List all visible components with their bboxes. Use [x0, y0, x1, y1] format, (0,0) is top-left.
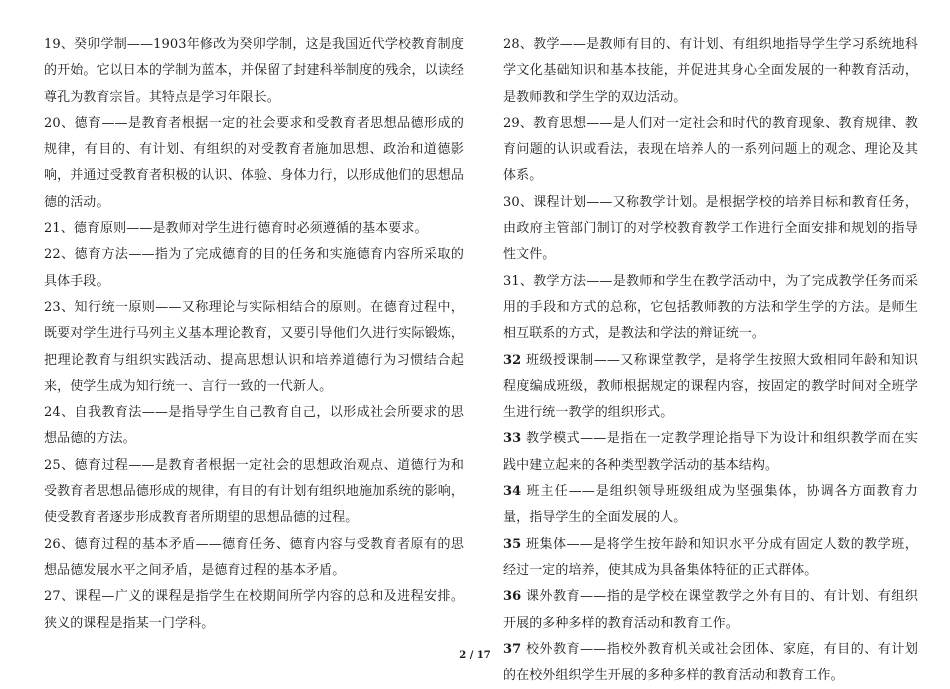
- entry-text: 20、德育——是教育者根据一定的社会要求和受教育者思想品德形成的规律，有目的、有计划、有组织的对受教育者施加思想、政治和道德影响，并通过受教育者积极的认识、体验、身体力行，以形成他们的思想品德的活动。: [44, 115, 464, 210]
- entry-35: [503, 532, 918, 585]
- entry-20: [44, 111, 464, 216]
- entry-text: 课外教育——指的是学校在课堂教学之外有目的、有计划、有组织开展的多种多样的教育活动和教育工作。: [503, 589, 918, 631]
- entry-number: 33: [503, 431, 522, 447]
- entry-text: 19、癸卯学制——1903年修改为癸卯学制，这是我国近代学校教育制度的开始。它以日本的学制为蓝本，并保留了封建科举制度的残余，以读经尊孔为教育宗旨。其特点是学习年限长。: [44, 37, 464, 105]
- entry-number: 36: [503, 589, 522, 605]
- entry-text: 班级授课制——又称课堂教学，是将学生按照大致相同年龄和知识程度编成班级，教师根据规定的课程内容，按固定的教学时间对全班学生进行统一教学的组织形式。: [503, 352, 918, 421]
- entry-text: 29、教育思想——是人们对一定社会和时代的教育现象、教育规律、教育问题的认识或看法，表现在培养人的一系列问题上的观念、理论及其体系。: [503, 115, 918, 184]
- entry-number: 37: [503, 641, 522, 657]
- entry-text: 23、知行统一原则——又称理论与实际相结合的原则。在德育过程中，既要对学生进行马列主义基本理论教育，又要引导他们久进行实际锻炼，把理论教育与组织实践活动、提高思想认识和培养道德行为习惯结合起来，使学生成为知行统一、言行一致的一代新人。: [44, 299, 464, 394]
- right-column: [503, 32, 918, 689]
- entry-30: [503, 190, 918, 269]
- page-indicator: 2 / 17: [459, 650, 491, 661]
- entry-37: [503, 637, 918, 689]
- entry-text: 28、教学——是教师有目的、有计划、有组织地指导学生学习系统地科学文化基础知识和基本技能，并促进其身心全面发展的一种教育活动，是教师教和学生学的双边活动。: [503, 37, 918, 105]
- entry-31: [503, 269, 918, 348]
- entry-26: [44, 532, 464, 585]
- entry-text: 班主任——是组织领导班级组成为坚强集体，协调各方面教育力量，指导学生的全面发展的人。: [503, 484, 918, 526]
- entry-22: [44, 242, 464, 295]
- entry-33: [503, 426, 918, 479]
- entry-36: [503, 584, 918, 637]
- entry-25: [44, 453, 464, 532]
- entry-number: 35: [503, 536, 522, 552]
- entry-29: [503, 111, 918, 190]
- entry-text: 24、自我教育法——是指导学生自己教育自己，以形成社会所要求的思想品德的方法。: [44, 405, 464, 447]
- entry-number: 34: [503, 484, 522, 500]
- entry-number: 32: [503, 352, 522, 368]
- entry-34: [503, 479, 918, 532]
- entry-24: [44, 400, 464, 453]
- entry-text: 校外教育——指校外教育机关或社会团体、家庭，有目的、有计划的在校外组织学生开展的多种多样的教育活动和教育工作。: [503, 641, 918, 684]
- entry-21: [44, 216, 464, 242]
- entry-19: [44, 32, 464, 111]
- entry-text: 25、德育过程——是教育者根据一定社会的思想政治观点、道德行为和受教育者思想品德形成的规律，有目的有计划有组织地施加系统的影响，使受教育者逐步形成教育者所期望的思想品德的过程。: [44, 457, 464, 526]
- entry-text: 26、德育过程的基本矛盾——德育任务、德育内容与受教育者原有的思想品德发展水平之间矛盾，是德育过程的基本矛盾。: [44, 536, 464, 578]
- entry-text: 22、德育方法——指为了完成德育的目的任务和实施德育内容所采取的具体手段。: [44, 247, 464, 289]
- entry-23: [44, 295, 464, 400]
- entry-32: [503, 348, 918, 427]
- entry-text: 班集体——是将学生按年龄和知识水平分成有固定人数的教学班，经过一定的培养，使其成为具备集体特征的正式群体。: [503, 536, 918, 578]
- entry-27: [44, 584, 464, 637]
- entry-text: 21、德育原则——是教师对学生进行德育时必须遵循的基本要求。: [44, 221, 428, 237]
- entry-text: 31、教学方法——是教师和学生在教学活动中，为了完成教学任务而采用的手段和方式的总称，它包括教师教的方法和学生学的方法。是师生相互联系的方式，是教法和学法的辩证统一。: [503, 273, 918, 342]
- entry-text: 教学模式——是指在一定教学理论指导下为设计和组织教学而在实践中建立起来的各种类型教学活动的基本结构。: [503, 431, 918, 473]
- left-column: [44, 32, 464, 637]
- entry-text: 27、课程—广义的课程是指学生在校期间所学内容的总和及进程安排。狭义的课程是指某一门学科。: [44, 589, 464, 631]
- entry-text: 30、课程计划——又称教学计划。是根据学校的培养目标和教育任务，由政府主管部门制订的对学校教育教学工作进行全面安排和规划的指导性文件。: [503, 194, 918, 263]
- entry-28: [503, 32, 918, 111]
